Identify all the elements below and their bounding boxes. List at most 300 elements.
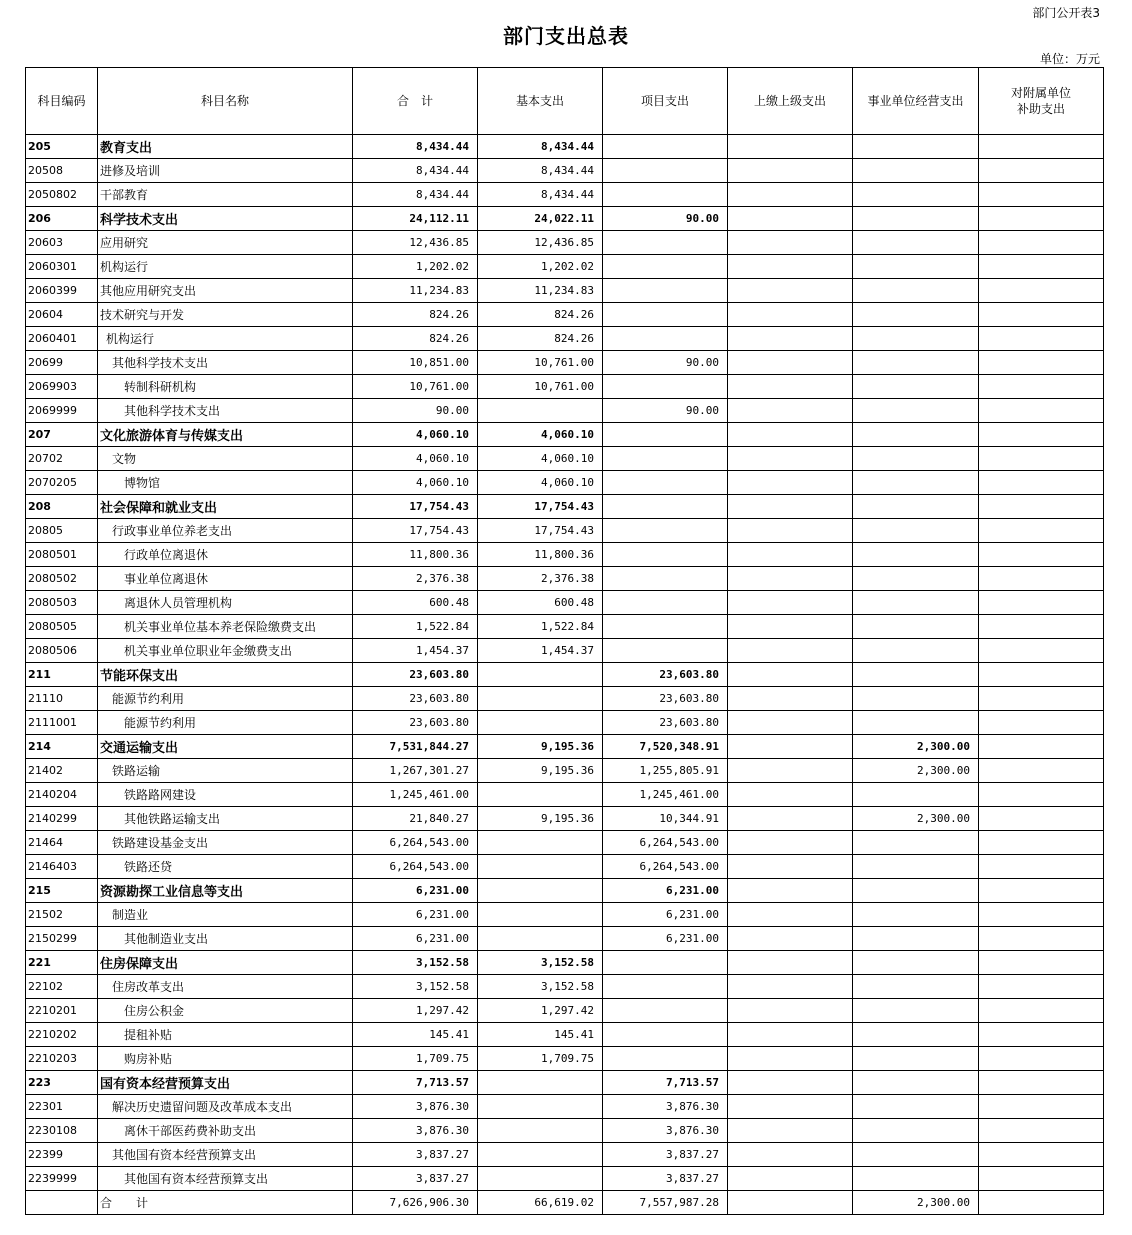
cell-project: 90.00 [603,351,728,375]
cell-subsidy [979,423,1104,447]
cell-code: 2150299 [26,927,98,951]
cell-project [603,1047,728,1071]
cell-upper [728,351,853,375]
cell-name: 机关事业单位基本养老保险缴费支出 [98,615,353,639]
cell-business [853,711,979,735]
cell-upper [728,423,853,447]
cell-project: 3,876.30 [603,1119,728,1143]
cell-basic: 9,195.36 [478,735,603,759]
cell-business [853,663,979,687]
cell-project [603,519,728,543]
cell-name: 其他科学技术支出 [98,351,353,375]
cell-project: 3,837.27 [603,1167,728,1191]
table-row [26,159,1104,183]
cell-upper [728,1023,853,1047]
cell-project [603,159,728,183]
cell-code: 205 [26,135,98,159]
cell-total: 23,603.80 [353,711,478,735]
cell-subsidy [979,735,1104,759]
cell-total: 24,112.11 [353,207,478,231]
table-header-row [26,68,1104,135]
table-row [26,471,1104,495]
cell-upper [728,687,853,711]
cell-basic: 600.48 [478,591,603,615]
cell-upper [728,975,853,999]
cell-subsidy [979,1167,1104,1191]
cell-subsidy [979,663,1104,687]
cell-subsidy [979,207,1104,231]
total-cell-code [26,1191,98,1215]
cell-basic: 12,436.85 [478,231,603,255]
cell-name: 节能环保支出 [98,663,353,687]
cell-project: 90.00 [603,207,728,231]
cell-project [603,135,728,159]
cell-project: 3,876.30 [603,1095,728,1119]
cell-code: 2146403 [26,855,98,879]
cell-project: 1,255,805.91 [603,759,728,783]
cell-code: 2080505 [26,615,98,639]
cell-code: 22399 [26,1143,98,1167]
cell-subsidy [979,567,1104,591]
cell-total: 1,267,301.27 [353,759,478,783]
cell-total: 1,454.37 [353,639,478,663]
cell-name: 其他铁路运输支出 [98,807,353,831]
cell-name: 其他制造业支出 [98,927,353,951]
cell-project [603,999,728,1023]
cell-business [853,639,979,663]
cell-subsidy [979,975,1104,999]
cell-code: 223 [26,1071,98,1095]
table-row [26,447,1104,471]
cell-code: 2210202 [26,1023,98,1047]
cell-code: 2140299 [26,807,98,831]
cell-project: 1,245,461.00 [603,783,728,807]
cell-basic: 10,761.00 [478,351,603,375]
expenditure-table [25,67,1104,1215]
cell-project [603,567,728,591]
cell-upper [728,303,853,327]
cell-business [853,831,979,855]
cell-name: 提租补贴 [98,1023,353,1047]
cell-basic: 11,800.36 [478,543,603,567]
header-total: 合 计 [353,68,478,135]
cell-code: 2060401 [26,327,98,351]
cell-code: 2140204 [26,783,98,807]
table-row [26,231,1104,255]
cell-upper [728,183,853,207]
cell-name: 其他科学技术支出 [98,399,353,423]
cell-basic: 17,754.43 [478,519,603,543]
cell-basic [478,903,603,927]
cell-name: 铁路路网建设 [98,783,353,807]
cell-project: 3,837.27 [603,1143,728,1167]
cell-subsidy [979,399,1104,423]
cell-code: 207 [26,423,98,447]
cell-upper [728,903,853,927]
cell-basic [478,927,603,951]
cell-code: 20805 [26,519,98,543]
cell-subsidy [979,783,1104,807]
cell-subsidy [979,255,1104,279]
cell-upper [728,1119,853,1143]
cell-business [853,207,979,231]
cell-basic: 3,152.58 [478,975,603,999]
table-row [26,303,1104,327]
cell-basic [478,663,603,687]
cell-project: 6,231.00 [603,927,728,951]
table-row [26,543,1104,567]
form-number-label: 部门公开表3 [1032,6,1100,20]
page-title: 部门支出总表 [503,24,629,48]
cell-basic: 4,060.10 [478,423,603,447]
cell-name: 机构运行 [98,255,353,279]
cell-code: 206 [26,207,98,231]
cell-upper [728,663,853,687]
cell-code: 20702 [26,447,98,471]
cell-basic [478,855,603,879]
cell-total: 4,060.10 [353,423,478,447]
cell-basic [478,879,603,903]
cell-subsidy [979,759,1104,783]
table-row [26,927,1104,951]
cell-subsidy [979,855,1104,879]
cell-project [603,543,728,567]
cell-basic: 1,709.75 [478,1047,603,1071]
cell-code: 20699 [26,351,98,375]
cell-project [603,231,728,255]
cell-total: 90.00 [353,399,478,423]
cell-basic: 4,060.10 [478,471,603,495]
cell-code: 2210203 [26,1047,98,1071]
cell-upper [728,783,853,807]
cell-name: 住房公积金 [98,999,353,1023]
cell-project: 7,520,348.91 [603,735,728,759]
cell-name: 离退休人员管理机构 [98,591,353,615]
cell-name: 转制科研机构 [98,375,353,399]
cell-business: 2,300.00 [853,759,979,783]
cell-name: 文化旅游体育与传媒支出 [98,423,353,447]
table-row [26,903,1104,927]
table-row [26,687,1104,711]
cell-basic [478,831,603,855]
cell-name: 其他应用研究支出 [98,279,353,303]
cell-name: 干部教育 [98,183,353,207]
cell-business [853,1047,979,1071]
table-row [26,615,1104,639]
cell-name: 解决历史遗留问题及改革成本支出 [98,1095,353,1119]
cell-business [853,255,979,279]
cell-basic: 1,202.02 [478,255,603,279]
cell-total: 7,531,844.27 [353,735,478,759]
category-row [26,879,1104,903]
table-row [26,351,1104,375]
cell-project [603,183,728,207]
cell-subsidy [979,807,1104,831]
cell-code: 20508 [26,159,98,183]
total-cell-upper [728,1191,853,1215]
cell-total: 10,851.00 [353,351,478,375]
cell-total: 1,709.75 [353,1047,478,1071]
cell-basic: 8,434.44 [478,135,603,159]
cell-total: 11,234.83 [353,279,478,303]
cell-code: 2080506 [26,639,98,663]
cell-business [853,999,979,1023]
cell-upper [728,999,853,1023]
category-row [26,423,1104,447]
cell-project: 90.00 [603,399,728,423]
cell-total: 17,754.43 [353,495,478,519]
header-upper: 上缴上级支出 [728,68,853,135]
cell-basic [478,1143,603,1167]
cell-business [853,927,979,951]
cell-subsidy [979,639,1104,663]
category-row [26,951,1104,975]
cell-subsidy [979,1095,1104,1119]
table-row [26,279,1104,303]
cell-basic: 17,754.43 [478,495,603,519]
cell-basic: 1,297.42 [478,999,603,1023]
cell-project [603,951,728,975]
cell-project: 6,231.00 [603,903,728,927]
cell-name: 交通运输支出 [98,735,353,759]
cell-upper [728,1095,853,1119]
cell-total: 23,603.80 [353,687,478,711]
cell-code: 2069903 [26,375,98,399]
cell-total: 1,522.84 [353,615,478,639]
category-row [26,495,1104,519]
cell-code: 2080503 [26,591,98,615]
total-cell-business: 2,300.00 [853,1191,979,1215]
cell-total: 12,436.85 [353,231,478,255]
cell-name: 机关事业单位职业年金缴费支出 [98,639,353,663]
cell-business [853,447,979,471]
header-basic: 基本支出 [478,68,603,135]
cell-subsidy [979,1047,1104,1071]
cell-project: 7,713.57 [603,1071,728,1095]
cell-subsidy [979,495,1104,519]
cell-total: 3,152.58 [353,951,478,975]
cell-total: 1,245,461.00 [353,783,478,807]
cell-business [853,375,979,399]
table-row [26,975,1104,999]
total-row [26,1191,1104,1215]
cell-name: 能源节约利用 [98,687,353,711]
category-row [26,1071,1104,1095]
cell-basic: 9,195.36 [478,759,603,783]
cell-total: 6,264,543.00 [353,831,478,855]
cell-basic [478,1071,603,1095]
cell-name: 其他国有资本经营预算支出 [98,1167,353,1191]
cell-code: 21402 [26,759,98,783]
cell-name: 技术研究与开发 [98,303,353,327]
total-cell-subsidy [979,1191,1104,1215]
cell-business [853,975,979,999]
cell-code: 2060301 [26,255,98,279]
cell-name: 博物馆 [98,471,353,495]
cell-subsidy [979,231,1104,255]
cell-subsidy [979,1143,1104,1167]
table-row [26,183,1104,207]
table-row [26,783,1104,807]
cell-name: 其他国有资本经营预算支出 [98,1143,353,1167]
cell-upper [728,615,853,639]
cell-basic: 145.41 [478,1023,603,1047]
cell-code: 2111001 [26,711,98,735]
cell-code: 211 [26,663,98,687]
cell-subsidy [979,183,1104,207]
cell-project [603,1023,728,1047]
header-project: 项目支出 [603,68,728,135]
cell-total: 600.48 [353,591,478,615]
cell-business [853,879,979,903]
cell-code: 21464 [26,831,98,855]
cell-upper [728,951,853,975]
cell-project: 6,264,543.00 [603,831,728,855]
cell-total: 3,876.30 [353,1095,478,1119]
cell-business [853,471,979,495]
cell-total: 2,376.38 [353,567,478,591]
cell-project [603,423,728,447]
cell-business [853,279,979,303]
cell-upper [728,1047,853,1071]
cell-upper [728,327,853,351]
cell-name: 社会保障和就业支出 [98,495,353,519]
table-row [26,519,1104,543]
cell-project [603,591,728,615]
cell-project [603,447,728,471]
cell-total: 6,231.00 [353,903,478,927]
cell-project [603,327,728,351]
table-row [26,399,1104,423]
cell-upper [728,807,853,831]
table-row [26,639,1104,663]
cell-business [853,1023,979,1047]
cell-code: 22102 [26,975,98,999]
cell-business: 2,300.00 [853,735,979,759]
cell-business [853,855,979,879]
table-row [26,1047,1104,1071]
cell-business [853,327,979,351]
cell-upper [728,1143,853,1167]
cell-name: 进修及培训 [98,159,353,183]
cell-total: 8,434.44 [353,135,478,159]
cell-subsidy [979,135,1104,159]
cell-name: 购房补贴 [98,1047,353,1071]
table-row [26,831,1104,855]
cell-code: 2080502 [26,567,98,591]
cell-code: 2050802 [26,183,98,207]
table-row [26,1095,1104,1119]
cell-code: 2069999 [26,399,98,423]
cell-code: 208 [26,495,98,519]
cell-total: 7,713.57 [353,1071,478,1095]
cell-business [853,183,979,207]
cell-business [853,591,979,615]
cell-basic [478,1167,603,1191]
cell-subsidy [979,711,1104,735]
cell-business [853,351,979,375]
cell-basic: 824.26 [478,303,603,327]
cell-subsidy [979,279,1104,303]
cell-project: 23,603.80 [603,687,728,711]
cell-total: 824.26 [353,327,478,351]
cell-subsidy [979,903,1104,927]
cell-basic [478,1119,603,1143]
cell-business [853,1167,979,1191]
cell-basic [478,711,603,735]
cell-subsidy [979,951,1104,975]
cell-subsidy [979,1119,1104,1143]
cell-business [853,615,979,639]
table-row [26,1023,1104,1047]
total-cell-basic: 66,619.02 [478,1191,603,1215]
cell-subsidy [979,1071,1104,1095]
cell-project: 6,231.00 [603,879,728,903]
cell-basic [478,783,603,807]
table-row [26,1167,1104,1191]
cell-business [853,519,979,543]
cell-code: 20604 [26,303,98,327]
category-row [26,663,1104,687]
cell-upper [728,519,853,543]
cell-project [603,975,728,999]
cell-code: 2210201 [26,999,98,1023]
cell-basic: 9,195.36 [478,807,603,831]
cell-project: 6,264,543.00 [603,855,728,879]
cell-upper [728,471,853,495]
cell-business [853,303,979,327]
cell-code: 20603 [26,231,98,255]
cell-code: 2230108 [26,1119,98,1143]
cell-subsidy [979,327,1104,351]
cell-project [603,615,728,639]
cell-total: 3,876.30 [353,1119,478,1143]
cell-upper [728,735,853,759]
table-row [26,759,1104,783]
cell-code: 2239999 [26,1167,98,1191]
cell-code: 2070205 [26,471,98,495]
cell-business: 2,300.00 [853,807,979,831]
header-business: 事业单位经营支出 [853,68,979,135]
cell-business [853,399,979,423]
cell-business [853,159,979,183]
table-row [26,807,1104,831]
cell-total: 145.41 [353,1023,478,1047]
cell-code: 2080501 [26,543,98,567]
cell-upper [728,711,853,735]
cell-upper [728,855,853,879]
cell-basic: 1,522.84 [478,615,603,639]
cell-basic: 3,152.58 [478,951,603,975]
cell-upper [728,591,853,615]
table-row [26,1119,1104,1143]
cell-subsidy [979,519,1104,543]
cell-project [603,639,728,663]
cell-business [853,543,979,567]
table-row [26,1143,1104,1167]
cell-business [853,1143,979,1167]
cell-name: 科学技术支出 [98,207,353,231]
cell-business [853,495,979,519]
table-row [26,711,1104,735]
cell-subsidy [979,879,1104,903]
cell-upper [728,207,853,231]
cell-total: 6,264,543.00 [353,855,478,879]
cell-business [853,1095,979,1119]
cell-project: 23,603.80 [603,711,728,735]
cell-total: 8,434.44 [353,183,478,207]
cell-total: 4,060.10 [353,471,478,495]
